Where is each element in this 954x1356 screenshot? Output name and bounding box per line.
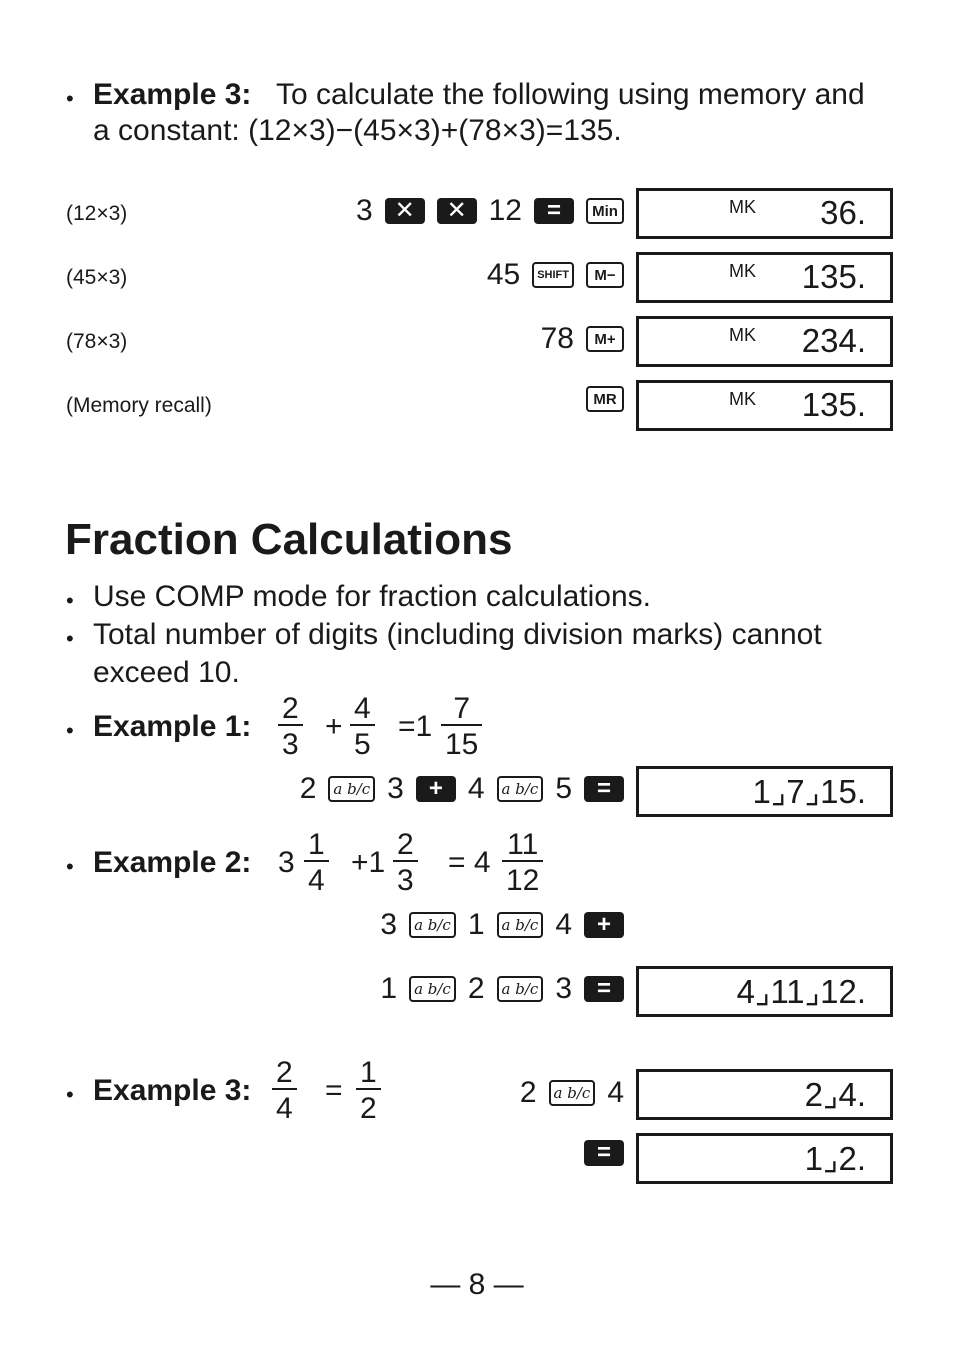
calculator-display xyxy=(636,380,893,431)
shift-key: SHIFT xyxy=(532,262,574,288)
key-sequence: 2 a b/c 4 xyxy=(519,1076,624,1109)
example-title: Example 3: xyxy=(93,1074,252,1107)
bullet-text: Total number of digits (including division marks) cannot xyxy=(93,618,822,651)
calculator-display xyxy=(636,766,893,817)
calculator-display xyxy=(636,188,893,239)
whole-number: 3 xyxy=(278,846,295,879)
example-text: a constant: (12×3)−(45×3)+(78×3)=135. xyxy=(93,114,622,147)
display-value: 4⌟11⌟12. xyxy=(736,973,866,1010)
display-value: 36. xyxy=(820,194,866,231)
key-sequence: 3 a b/c 1 a b/c 4 + xyxy=(380,908,624,942)
fraction-key: a b/c xyxy=(497,776,544,802)
page-number: — 8 — xyxy=(430,1268,524,1301)
operator: = 4 xyxy=(448,846,491,879)
row-label: (45×3) xyxy=(66,266,128,289)
fraction-key: a b/c xyxy=(409,976,456,1002)
bullet: • xyxy=(66,588,74,613)
key-sequence: 2 a b/c 3 + 4 a b/c 5 = xyxy=(300,772,624,806)
min-key: Min xyxy=(586,198,624,224)
section-heading: Fraction Calculations xyxy=(65,515,513,564)
multiply-key: ✕ xyxy=(437,198,477,224)
fraction: $\frac{7}{15}$ xyxy=(441,694,482,760)
bullet: • xyxy=(66,626,74,651)
key-sequence xyxy=(584,1140,624,1166)
key-sequence: 78 M+ xyxy=(541,322,624,356)
plus-key: + xyxy=(584,912,624,938)
key-sequence xyxy=(586,386,624,412)
m-plus-key: M+ xyxy=(586,326,624,352)
equals-key: = xyxy=(584,976,624,1002)
equals-key: = xyxy=(584,1140,624,1166)
bullet-text: Use COMP mode for fraction calculations. xyxy=(93,580,652,613)
display-indicator: MK xyxy=(729,389,756,409)
display-value: 2⌟4. xyxy=(804,1076,866,1113)
calculator-display xyxy=(636,966,893,1017)
example-title: Example 2: xyxy=(93,846,252,879)
fraction: $\frac{2}{3}$ xyxy=(278,694,303,760)
example-text: To calculate the following using memory and xyxy=(276,78,865,111)
operator: = xyxy=(325,1074,343,1107)
example-title: Example 3: xyxy=(93,78,252,111)
bullet-text: exceed 10. xyxy=(93,656,240,689)
display-value: 135. xyxy=(801,386,866,423)
bullet: • xyxy=(66,718,74,743)
display-value: 1⌟2. xyxy=(804,1140,866,1177)
display-indicator: MK xyxy=(729,197,756,217)
bullet: • xyxy=(66,854,74,879)
key-sequence: 3 ✕ ✕ 12 = Min xyxy=(356,194,624,228)
key-sequence: 45 SHIFT M− xyxy=(487,258,624,292)
equals-key: = xyxy=(534,198,574,224)
fraction-key: a b/c xyxy=(328,776,375,802)
row-label: (12×3) xyxy=(66,202,128,225)
multiply-key: ✕ xyxy=(385,198,425,224)
example-title: Example 1: xyxy=(93,710,252,743)
display-value: 135. xyxy=(801,258,866,295)
m-minus-key: M− xyxy=(586,262,624,288)
key-sequence: 1 a b/c 2 a b/c 3 = xyxy=(380,972,624,1006)
fraction: $\frac{11}{12}$ xyxy=(502,830,543,896)
display-value: 1⌟7⌟15. xyxy=(752,773,866,810)
fraction: $\frac{2}{4}$ xyxy=(272,1058,297,1124)
bullet: • xyxy=(66,1082,74,1107)
bullet: • xyxy=(66,86,74,111)
row-label: (78×3) xyxy=(66,330,128,353)
calculator-display xyxy=(636,316,893,367)
equals-key: = xyxy=(584,776,624,802)
fraction-key: a b/c xyxy=(549,1080,596,1106)
operator: + xyxy=(325,710,343,743)
calculator-display xyxy=(636,1133,893,1184)
operator: +1 xyxy=(351,846,386,879)
display-indicator: MK xyxy=(729,261,756,281)
calculator-display xyxy=(636,252,893,303)
display-value: 234. xyxy=(801,322,866,359)
plus-key: + xyxy=(416,776,456,802)
fraction: $\frac{4}{5}$ xyxy=(350,694,375,760)
fraction: $\frac{1}{4}$ xyxy=(304,830,329,896)
fraction-key: a b/c xyxy=(409,912,456,938)
fraction: $\frac{2}{3}$ xyxy=(393,830,418,896)
fraction-key: a b/c xyxy=(497,976,544,1002)
mr-key: MR xyxy=(586,386,624,412)
fraction-key: a b/c xyxy=(497,912,544,938)
fraction: $\frac{1}{2}$ xyxy=(356,1058,381,1124)
calculator-display xyxy=(636,1069,893,1120)
row-label: (Memory recall) xyxy=(66,394,212,417)
operator: =1 xyxy=(398,710,433,743)
display-indicator: MK xyxy=(729,325,756,345)
